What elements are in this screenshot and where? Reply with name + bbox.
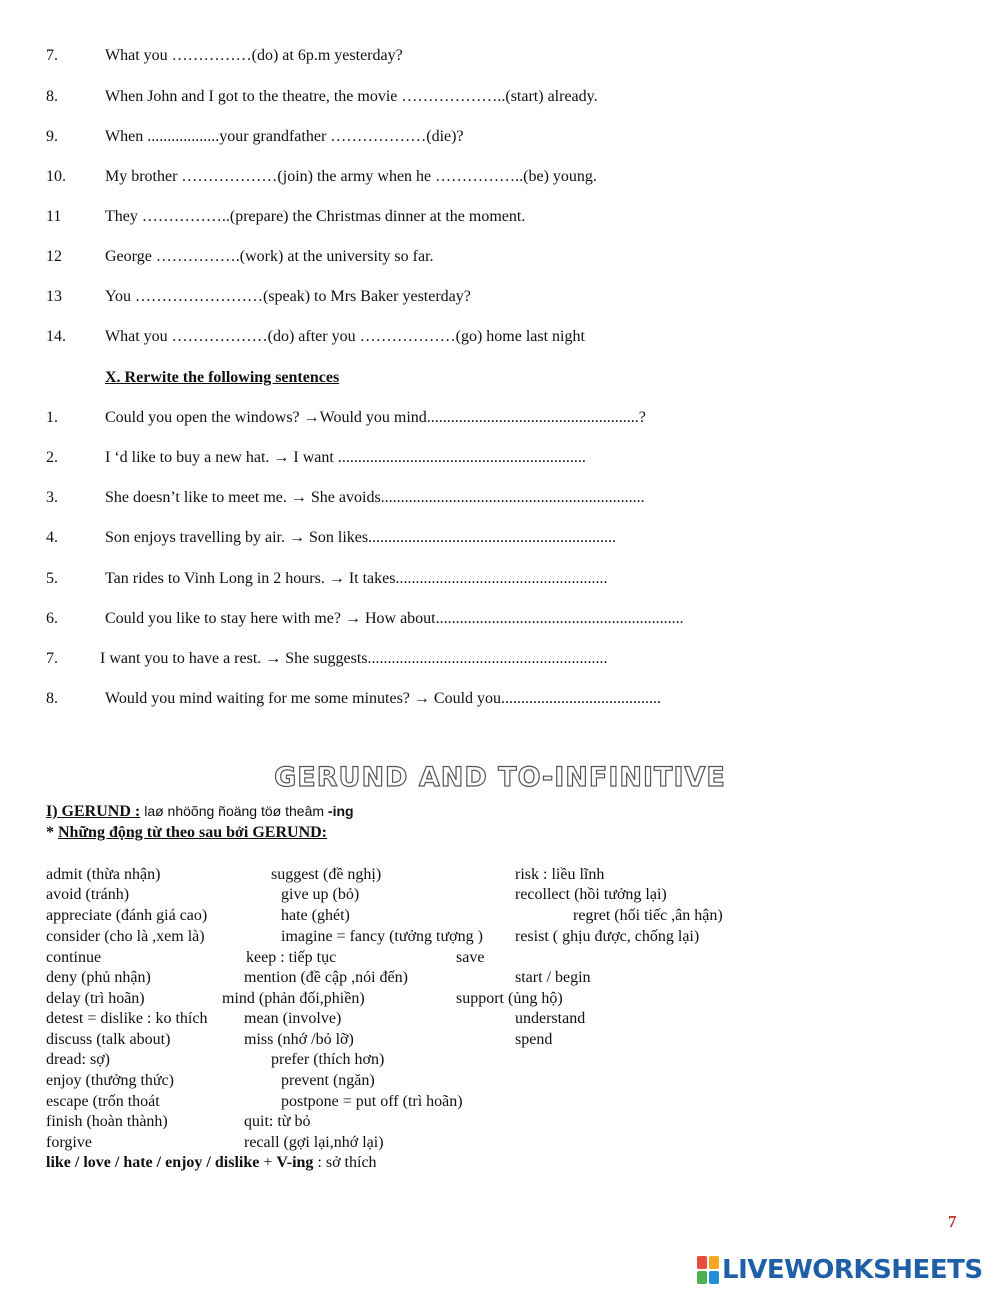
item-text: Tan rides to Vinh Long in 2 hours. → It takes..................................................... — [105, 570, 608, 587]
verb-entry: mention (đề cập ,nói đến) — [244, 969, 408, 986]
item-text: When ..................your grandfather ………………(die)? — [105, 128, 464, 145]
verb-entry: risk : liều lĩnh — [515, 866, 605, 883]
gerund-preference-rule — [46, 1154, 377, 1172]
verb-entry: hate (ghét) — [281, 907, 350, 924]
item-number: 12 — [46, 248, 62, 265]
verb-entry: finish (hoàn thành) — [46, 1113, 168, 1130]
item-number: 1. — [46, 409, 58, 426]
item-text: What you ………………(do) after you ………………(go) home last night — [105, 328, 585, 345]
item-number: 9. — [46, 128, 58, 145]
rule-ving: V-ing — [276, 1154, 314, 1171]
verb-entry: delay (trì hoãn) — [46, 990, 145, 1007]
item-text: You ……………………(speak) to Mrs Baker yesterday? — [105, 288, 471, 305]
verb-entry: escape (trốn thoát — [46, 1093, 160, 1110]
verb-entry: support (ủng hộ) — [456, 990, 563, 1007]
verb-entry: dread: sợ) — [46, 1051, 110, 1068]
item-text: Son enjoys travelling by air. → Son likes.............................................................. — [105, 529, 617, 546]
item-text: I ‘d like to buy a new hat. → I want .............................................................. — [105, 449, 586, 466]
liveworksheets-logo — [697, 1255, 983, 1285]
verb-entry: avoid (tránh) — [46, 886, 130, 903]
rule-meaning: : sở thích — [313, 1154, 377, 1171]
rule-verbs: like / love / hate / enjoy / dislike — [46, 1154, 260, 1171]
verb-entry: keep : tiếp tục — [246, 949, 337, 966]
logo-blocks-icon — [697, 1256, 719, 1284]
verb-entry: start / begin — [515, 969, 591, 986]
item-text: When John and I got to the theatre, the movie ………………..(start) already. — [105, 88, 598, 105]
verb-entry: suggest (đề nghị) — [271, 866, 382, 883]
gerund-subheading-text: Những động từ theo sau bởi GERUND: — [58, 824, 327, 841]
gerund-heading-desc-text: laø nhöõng ñoäng töø theâm — [144, 803, 328, 819]
gerund-infinitive-title: GERUND AND TO-INFINITIVE — [274, 762, 726, 793]
item-number: 6. — [46, 610, 58, 627]
verb-entry: mean (involve) — [244, 1010, 342, 1027]
item-number: 3. — [46, 489, 58, 506]
item-text: George …………….(work) at the university so far. — [105, 248, 434, 265]
verb-entry: recall (gợi lại,nhớ lại) — [244, 1134, 384, 1151]
verb-entry: detest = dislike : ko thích — [46, 1010, 208, 1027]
item-text: She doesn’t like to meet me. → She avoids.................................................................. — [105, 489, 645, 506]
verb-entry: mind (phản đối,phiền) — [222, 990, 365, 1007]
item-number: 7. — [46, 650, 58, 667]
item-number: 4. — [46, 529, 58, 546]
item-text: My brother ………………(join) the army when he ……………..(be) young. — [105, 168, 597, 185]
section-x-title: X. Rerwite the following sentences — [105, 369, 340, 386]
verb-entry: save — [456, 949, 485, 966]
item-number: 14. — [46, 328, 66, 345]
item-number: 8. — [46, 88, 58, 105]
logo-text: LIVEWORKSHEETS — [722, 1255, 983, 1285]
item-number: 10. — [46, 168, 66, 185]
item-number: 7. — [46, 47, 58, 64]
item-number: 2. — [46, 449, 58, 466]
verb-entry: consider (cho là ,xem là) — [46, 928, 205, 945]
gerund-heading-label: I) GERUND : — [46, 803, 141, 820]
logo-block — [709, 1256, 719, 1269]
rule-plus: + — [259, 1154, 277, 1171]
item-text: Could you like to stay here with me? → How about.............................................................. — [105, 610, 684, 627]
item-text: Would you mind waiting for me some minutes? → Could you........................................ — [105, 690, 662, 707]
gerund-heading-desc — [144, 803, 353, 819]
verb-entry: recollect (hồi tưởng lại) — [515, 886, 667, 903]
verb-entry: miss (nhớ /bỏ lỡ) — [244, 1031, 354, 1048]
verb-entry: admit (thừa nhận) — [46, 866, 161, 883]
verb-entry: prevent (ngăn) — [281, 1072, 375, 1089]
gerund-subheading-star: * — [46, 824, 58, 841]
page-number: 7 — [948, 1212, 957, 1231]
verb-entry: quit: từ bỏ — [244, 1113, 311, 1130]
item-text: I want you to have a rest. → She suggests............................................................ — [100, 650, 608, 667]
verb-entry: enjoy (thưởng thức) — [46, 1072, 174, 1089]
verb-entry: resist ( ghịu được, chống lại) — [515, 928, 700, 945]
item-number: 5. — [46, 570, 58, 587]
item-text: What you ……………(do) at 6p.m yesterday? — [105, 47, 403, 64]
verb-entry: continue — [46, 949, 102, 966]
logo-block — [697, 1256, 707, 1269]
verb-entry: spend — [515, 1031, 553, 1048]
logo-block — [709, 1271, 719, 1284]
item-number: 13 — [46, 288, 62, 305]
verb-entry: understand — [515, 1010, 586, 1027]
gerund-subheading — [46, 824, 327, 842]
item-text: Could you open the windows? →Would you mind.....................................................? — [105, 409, 646, 426]
logo-block — [697, 1271, 707, 1284]
verb-entry: forgive — [46, 1134, 92, 1151]
item-number: 8. — [46, 690, 58, 707]
verb-entry: appreciate (đánh giá cao) — [46, 907, 208, 924]
verb-entry: discuss (talk about) — [46, 1031, 171, 1048]
item-number: 11 — [46, 208, 62, 225]
verb-entry: regret (hối tiếc ,ân hận) — [573, 907, 723, 924]
gerund-heading-suffix: -ing — [327, 803, 354, 819]
verb-entry: deny (phủ nhận) — [46, 969, 151, 986]
verb-entry: prefer (thích hơn) — [271, 1051, 385, 1068]
verb-entry: postpone = put off (trì hoãn) — [281, 1093, 463, 1110]
verb-entry: imagine = fancy (tưởng tượng ) — [281, 928, 483, 945]
item-text: They ……………..(prepare) the Christmas dinner at the moment. — [105, 208, 526, 225]
verb-entry: give up (bỏ) — [281, 886, 360, 903]
gerund-heading — [46, 803, 354, 821]
